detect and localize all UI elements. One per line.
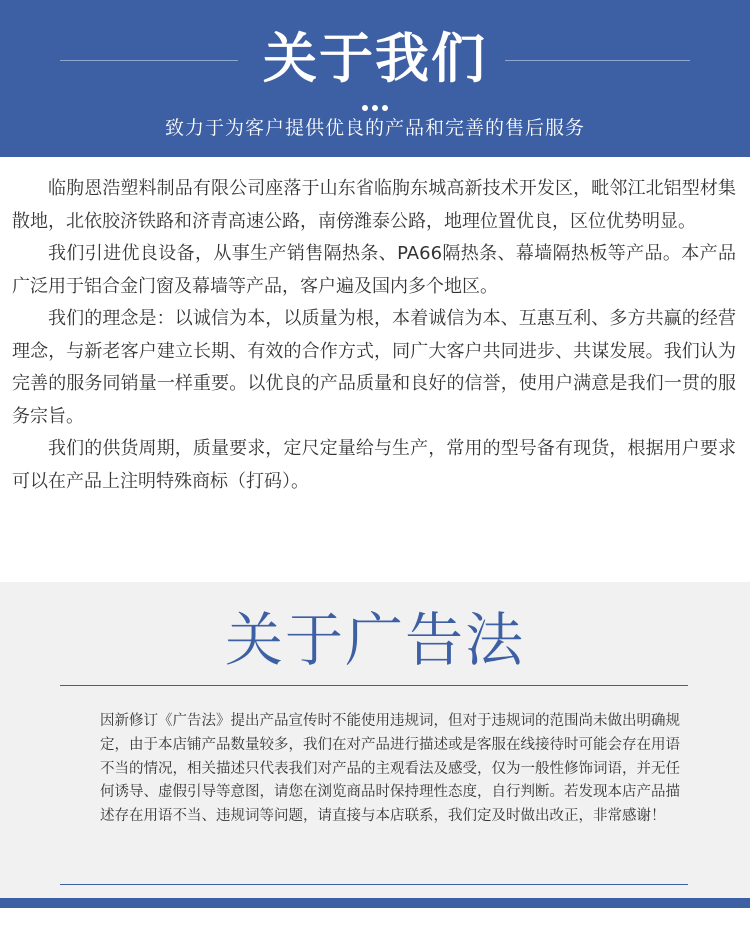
page-title: 关于我们 [263,27,487,90]
intro-paragraph-supply: 我们的供货周期，质量要求，定尺定量给与生产，常用的型号备有现货，根据用户要求可以在产品上注明特殊商标（打码）。 [12,438,736,492]
intro-paragraph-location: 临朐恩浩塑料制品有限公司座落于山东省临朐东城高新技术开发区，毗邻江北铝型材集散地，北依胶济铁路和济青高速公路，南傍潍泰公路，地理位置优良，区位优势明显。 [12,178,736,232]
notice-text: 因新修订《广告法》提出产品宣传时不能使用违规词，但对于违规词的范围尚未做出明确规定，由于本店铺产品数量较多，我们在对产品进行描述或是客服在线接待时可能会存在用语不当的情况，相关描述只代表我们对产品的主观看法及感受，仅为一般性修饰词语，并无任何诱导、虚假引导等意图，请您在浏览商品时保持理性态度，自行判断。若发现本店产品描述存在用语不当、违规词等问题，请直接与本店联系，我们定及时做出改正，非常感谢！ [100,713,680,825]
notice-divider-top [60,685,688,686]
dot-icon [362,105,368,111]
intro-paragraph-products: 我们引进优良设备，从事生产销售隔热条、PA66隔热条、幕墙隔热板等产品。本产品广泛用于铝合金门窗及幕墙等产品，客户遍及国内多个地区。 [12,243,736,297]
ad-law-notice [0,582,750,898]
company-intro [0,157,750,582]
about-header [0,0,750,157]
footer-space [0,908,750,926]
dot-icon [382,105,388,111]
page-subtitle: 致力于为客户提供优良的产品和完善的售后服务 [164,117,585,139]
notice-title: 关于广告法 [224,606,525,674]
dots-ornament [0,96,750,104]
dot-icon [372,105,378,111]
intro-paragraph-philosophy: 我们的理念是：以诚信为本，以质量为根，本着诚信为本、互惠互利、多方共赢的经营理念，与新老客户建立长期、有效的合作方式，同广大客户共同进步、共谋发展。我们认为完善的服务同销量一样重要。以优良的产品质量和良好的信誉，使用户满意是我们一贯的服务宗旨。 [12,308,736,427]
footer-bar [0,898,750,908]
notice-divider-bottom [60,884,688,885]
